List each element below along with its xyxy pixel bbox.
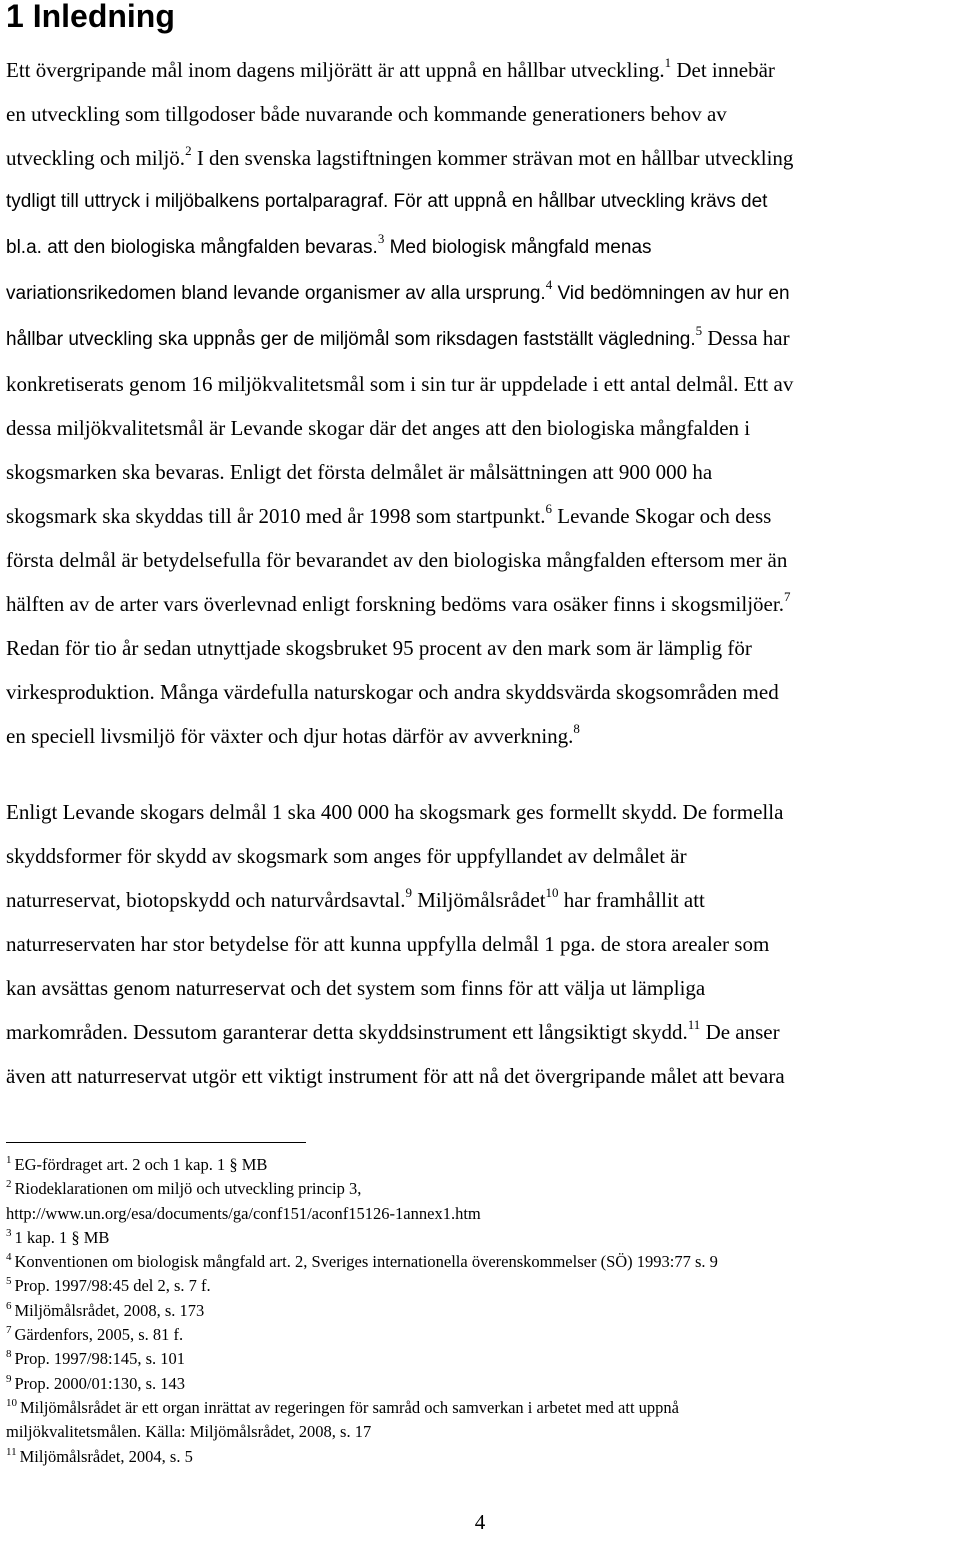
paragraph-1 <box>6 48 952 758</box>
footnote: miljökvalitetsmålen. Källa: Miljömålsrådet, 2008, s. 17 <box>6 1422 372 1442</box>
footnote-number: 3 <box>6 1226 12 1239</box>
footnote: $^4$ Konventionen om biologisk mångfald art. 2, Sveriges internationella överenskommelser (SÖ) 1993:77 s. 9 <box>6 1251 718 1272</box>
footnote-number: 9 <box>6 1372 12 1385</box>
footnote: $^6$ Miljömålsrådet, 2008, s. 173 <box>6 1299 205 1320</box>
text-line: tydligt till uttryck i miljöbalkens portalparagraf. För att uppnå en hållbar utveckling krävs det <box>6 191 768 212</box>
footnote-number: 10 <box>6 1396 17 1409</box>
footnote-number: 2 <box>6 1178 12 1191</box>
footnote-number: 11 <box>6 1445 17 1458</box>
text-line: skogsmark ska skyddas till år 2010 med år 1998 som startpunkt.$^6$ Levande Skogar och dess <box>6 501 772 528</box>
text-line: variationsrikedomen bland levande organismer av alla ursprung.$^4$ Vid bedömningen av hur en <box>6 277 790 304</box>
footnotes <box>6 1153 952 1469</box>
footnote-ref: 5 <box>695 323 703 338</box>
footnote: $^3$ 1 kap. 1 § MB <box>6 1226 110 1247</box>
footnote-number: 8 <box>6 1348 12 1361</box>
footnote-number: 4 <box>6 1251 12 1264</box>
text-line: hållbar utveckling ska uppnås ger de miljömål som riksdagen fastställt vägledning.$^5$ Dessa har <box>6 323 790 350</box>
text-line: markområden. Dessutom garanterar detta skyddsinstrument ett långsiktigt skydd.$^{11}$ De anser <box>6 1017 780 1044</box>
footnote-ref: 8 <box>573 721 580 736</box>
text-line: dessa miljökvalitetsmål är Levande skogar där det anges att den biologiska mångfalden i <box>6 416 751 440</box>
footnote-link[interactable]: http://www.un.org/esa/documents/ga/conf151/aconf15126-1annex1.htm <box>6 1203 481 1223</box>
text-line: första delmål är betydelsefulla för bevarandet av den biologiska mångfalden eftersom mer än <box>6 548 788 572</box>
footnote-ref: 1 <box>664 55 672 70</box>
text-line: kan avsättas genom naturreservat och det system som finns för att välja ut lämpliga <box>6 976 706 1000</box>
footnote: $^2$ Riodeklarationen om miljö och utveckling princip 3, <box>6 1178 362 1199</box>
text-line: utveckling och miljö.$^2$ I den svenska lagstiftningen kommer strävan mot en hållbar utveckling <box>6 143 794 170</box>
footnote-number: 7 <box>6 1324 12 1337</box>
text-line: bl.a. att den biologiska mångfalden bevaras.$^3$ Med biologisk mångfald menas <box>6 231 652 258</box>
footnote-ref: 11 <box>687 1017 701 1032</box>
text-line: skogsmarken ska bevaras. Enligt det första delmålet är målsättningen att 900 000 ha <box>6 460 713 484</box>
footnote: $^5$ Prop. 1997/98:45 del 2, s. 7 f. <box>6 1275 211 1296</box>
text-line: hälften av de arter vars överlevnad enligt forskning bedöms vara osäker finns i skogsmiljöer.$^7$ <box>6 589 791 616</box>
footnote: $^8$ Prop. 1997/98:145, s. 101 <box>6 1348 186 1369</box>
footnote-ref: 6 <box>545 501 553 516</box>
footnote: $^1$ EG-fördraget art. 2 och 1 kap. 1 § MB <box>6 1154 268 1174</box>
footnote: $^9$ Prop. 2000/01:130, s. 143 <box>6 1372 186 1393</box>
footnote-ref: 9 <box>405 885 412 900</box>
footnote-number: 6 <box>6 1299 12 1312</box>
text-line: virkesproduktion. Många värdefulla naturskogar och andra skyddsvärda skogsområden med <box>6 680 779 704</box>
footnote-number: 5 <box>6 1275 12 1288</box>
footnote: $^7$ Gärdenfors, 2005, s. 81 f. <box>6 1324 184 1345</box>
text-line: Enligt Levande skogars delmål 1 ska 400 000 ha skogsmark ges formellt skydd. De formella <box>6 800 784 824</box>
footnote-number: 1 <box>6 1154 12 1166</box>
section-heading: 1 Inledning <box>6 0 175 34</box>
footnote: $^{11}$ Miljömålsrådet, 2004, s. 5 <box>6 1445 193 1466</box>
footnote-divider <box>6 1142 306 1143</box>
footnote-ref: 4 <box>545 277 553 292</box>
text-line: Ett övergripande mål inom dagens miljörätt är att uppnå en hållbar utveckling.$^1$ Det innebär <box>6 55 775 82</box>
text-line: en utveckling som tillgodoser både nuvarande och kommande generationers behov av <box>6 102 727 126</box>
text-line: konkretiserats genom 16 miljökvalitetsmål som i sin tur är uppdelade i ett antal delmål. Ett av <box>6 372 794 396</box>
footnote-ref: 3 <box>377 231 385 246</box>
text-line: även att naturreservat utgör ett viktigt instrument för att nå det övergripande målet att bevara <box>6 1064 785 1088</box>
footnote: $^{10}$ Miljömålsrådet är ett organ inrättat av regeringen för samråd och samverkan i arbetet med att uppnå <box>6 1396 679 1417</box>
text-line: Redan för tio år sedan utnyttjade skogsbruket 95 procent av den mark som är lämplig för <box>6 636 752 660</box>
footnote-ref: 10 <box>545 885 559 900</box>
text-line: naturreservat, biotopskydd och naturvårdsavtal.$^9$ Miljömålsrådet$^{10}$ har framhållit att <box>6 885 705 912</box>
paragraph-2 <box>6 790 952 1098</box>
footnote-ref: 7 <box>783 589 791 604</box>
page-number: 4 <box>474 1510 486 1534</box>
footnote-ref: 2 <box>185 143 192 158</box>
text-line: skyddsformer för skydd av skogsmark som anges för uppfyllandet av delmålet är <box>6 844 687 868</box>
text-line: naturreservaten har stor betydelse för att kunna uppfylla delmål 1 pga. de stora arealer som <box>6 932 770 956</box>
text-line: en speciell livsmiljö för växter och djur hotas därför av avverkning.$^8$ <box>6 721 580 748</box>
